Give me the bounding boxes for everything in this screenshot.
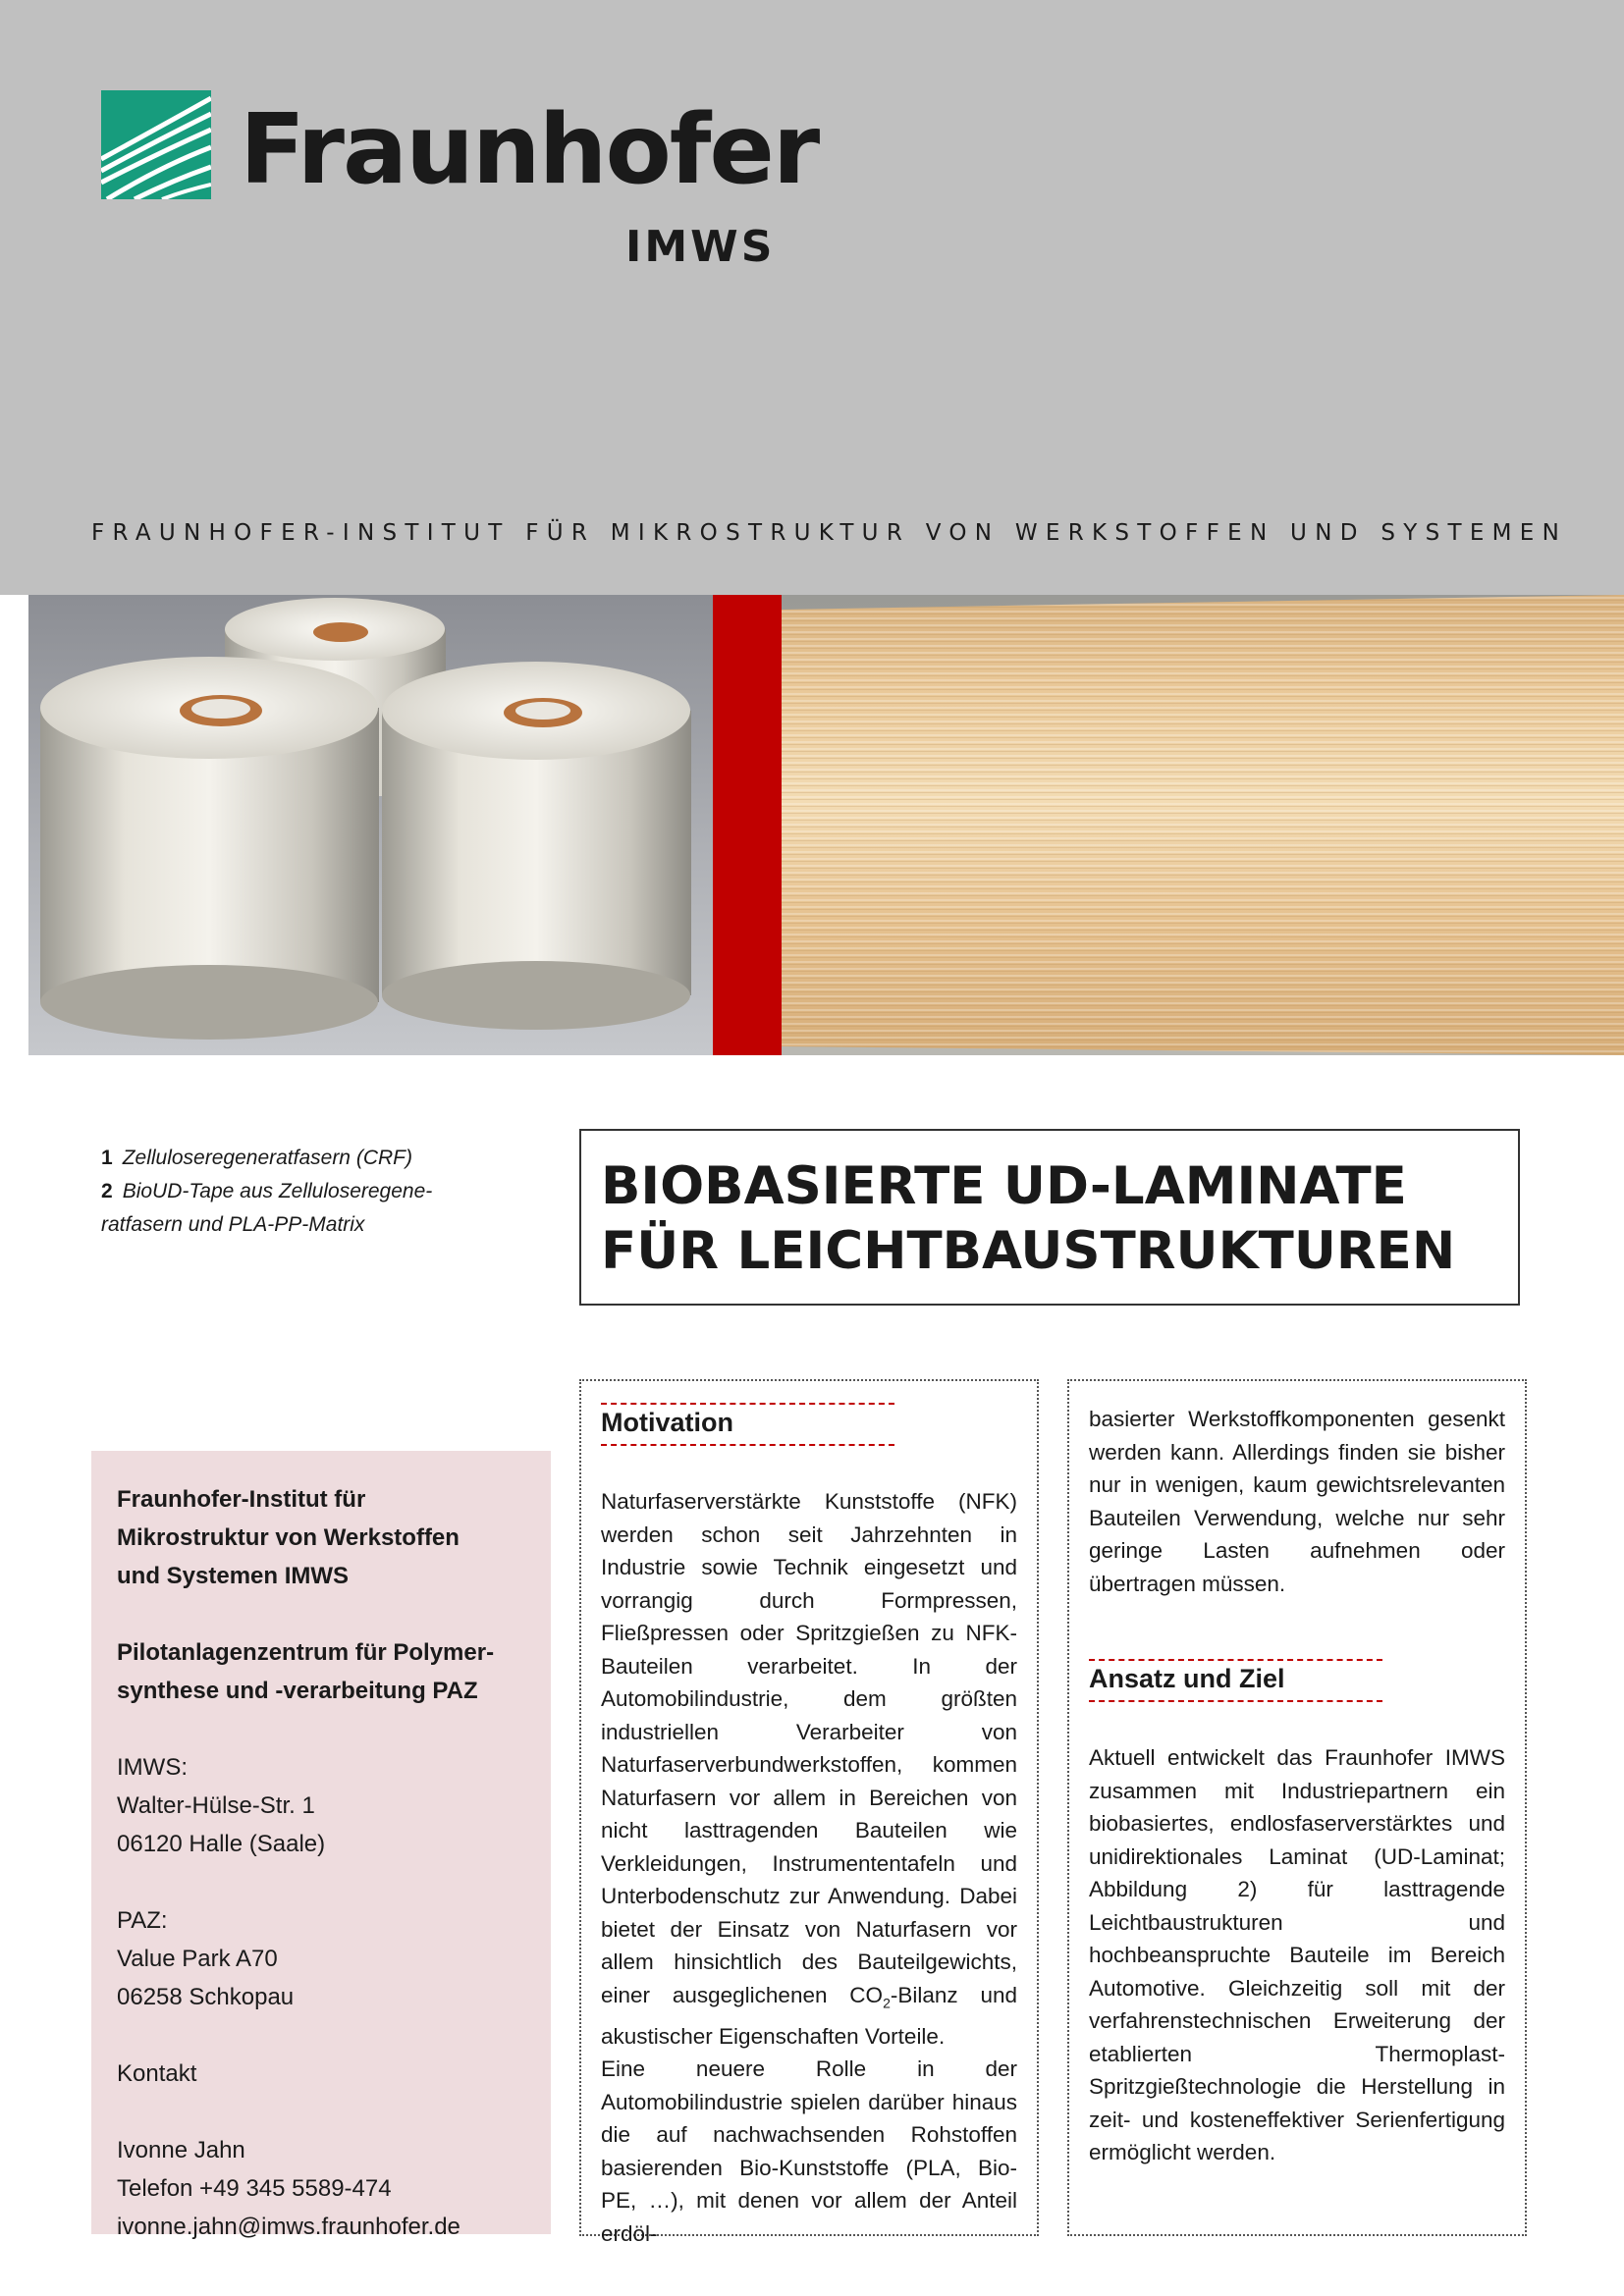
caption-text: BioUD-Tape aus Zelluloseregene- (122, 1180, 433, 1202)
contact-email[interactable]: ivonne.jahn@imws.fraunhofer.de (117, 2214, 460, 2240)
motivation-heading: Motivation (601, 1403, 894, 1446)
caption-2 (101, 1175, 494, 1208)
org-name-line: Mikrostruktur von Werkstoffen (117, 1524, 460, 1551)
logo-subline: IMWS (625, 222, 776, 272)
bioud-tape-photo (782, 595, 1624, 1055)
caption-number: 2 (101, 1180, 113, 1202)
contact-person: Ivonne Jahn (117, 2137, 245, 2163)
motivation-column (579, 1379, 1039, 2246)
paz-name-line: synthese und -verarbeitung PAZ (117, 1678, 478, 1704)
caption-2-continued (101, 1208, 494, 1242)
ansatz-paragraph: Aktuell entwickelt das Fraunhofer IMWS zusammen mit Industriepartnern ein biobasiertes, endlosfaserverstärktes und unidirektionales Laminat (UD-Laminat; Abbildung 2) für lasttragende Leichtbaustrukturen und hochbeanspruchte Bauteile im Bereich Automotive. Gleichzeitig soll mit der verfahrenstechnischen Erweiterung der etablierten Thermoplast-Spritzgießtechnologie die Herstellung in zeit- und kosteneffektiver Serienfertigung ermöglicht werden. (1089, 1745, 1505, 2165)
contact-box (91, 1451, 551, 2240)
ansatz-column (1067, 1379, 1527, 2236)
imws-street: Walter-Hülse-Str. 1 (117, 1792, 315, 1819)
caption-number: 1 (101, 1147, 113, 1169)
paz-street: Value Park A70 (117, 1946, 278, 1972)
caption-text: Zelluloseregeneratfasern (CRF) (122, 1147, 412, 1169)
imws-label: IMWS: (117, 1754, 188, 1781)
contact-phone: Telefon +49 345 5589-474 (117, 2175, 392, 2202)
paz-name-line: Pilotanlagenzentrum für Polymer- (117, 1639, 495, 1666)
institute-name: FRAUNHOFER-INSTITUT FÜR MIKROSTRUKTUR VON WERKSTOFFEN UND SYSTEMEN (91, 520, 1568, 546)
logo-wordmark: Fraunhofer (240, 94, 819, 206)
header-band (0, 0, 1624, 595)
fraunhofer-logo-icon (101, 90, 211, 199)
org-name-line: Fraunhofer-Institut für (117, 1486, 366, 1513)
paz-city: 06258 Schkopau (117, 1984, 295, 2010)
continued-paragraph: basierter Werkstoffkomponenten gesenkt werden kann. Allerdings finden sie bisher nur in wenigen, kaum gewichtsrelevanten Bauteilen Verwendung, welche nur sehr geringe Lasten aufnehmen oder übertragen müssen. (1089, 1407, 1505, 1596)
paz-label: PAZ: (117, 1907, 168, 1934)
caption-1 (101, 1142, 494, 1175)
kontakt-label: Kontakt (117, 2060, 197, 2087)
org-name-line: und Systemen IMWS (117, 1563, 350, 1589)
title-box (579, 1129, 1520, 1306)
motivation-paragraph-1: Naturfaserverstärkte Kunststoffe (NFK) werden schon seit Jahrzehnten in Industrie sowie Technik eingesetzt und vorrangig durch Formpressen, Fließpressen oder Spritzgießen zu NFK-Bauteilen verarbeitet. In der Automobilindustrie, dem größten industriellen Verarbeiter von Naturfaserverbundwerkstoffen, kommen Naturfasern vor allem in Bereichen von nicht lasttragenden Bauteilen wie Verkleidungen, Instrumententafeln und Unterbodenschutz zur Anwendung. Dabei bietet der Einsatz von Naturfasern vor allem hinsichtlich des Bauteilgewichts, einer ausgeglichenen $CO_2$-Bilanz und akustischer Eigenschaften Vorteile. (601, 1489, 1017, 2049)
figure-captions (101, 1142, 494, 1242)
caption-text: ratfasern und PLA-PP-Matrix (101, 1213, 365, 1236)
title-line-1: BIOBASIERTE UD-LAMINATE (601, 1156, 1407, 1216)
ansatz-heading: Ansatz und Ziel (1089, 1659, 1382, 1702)
red-separator-bar (713, 595, 782, 1055)
title-line-2: FÜR LEICHTBAUSTRUKTUREN (601, 1221, 1456, 1281)
imws-city: 06120 Halle (Saale) (117, 1831, 326, 1857)
motivation-paragraph-2: Eine neuere Rolle in der Automobilindustrie spielen darüber hinaus die auf nachwachsenden Rohstoffen basierenden Bio-Kunststoffe (PLA, Bio-PE, …), mit denen vor allem der Anteil erdöl- (601, 2056, 1017, 2246)
fiber-bobbins-photo (28, 595, 713, 1055)
